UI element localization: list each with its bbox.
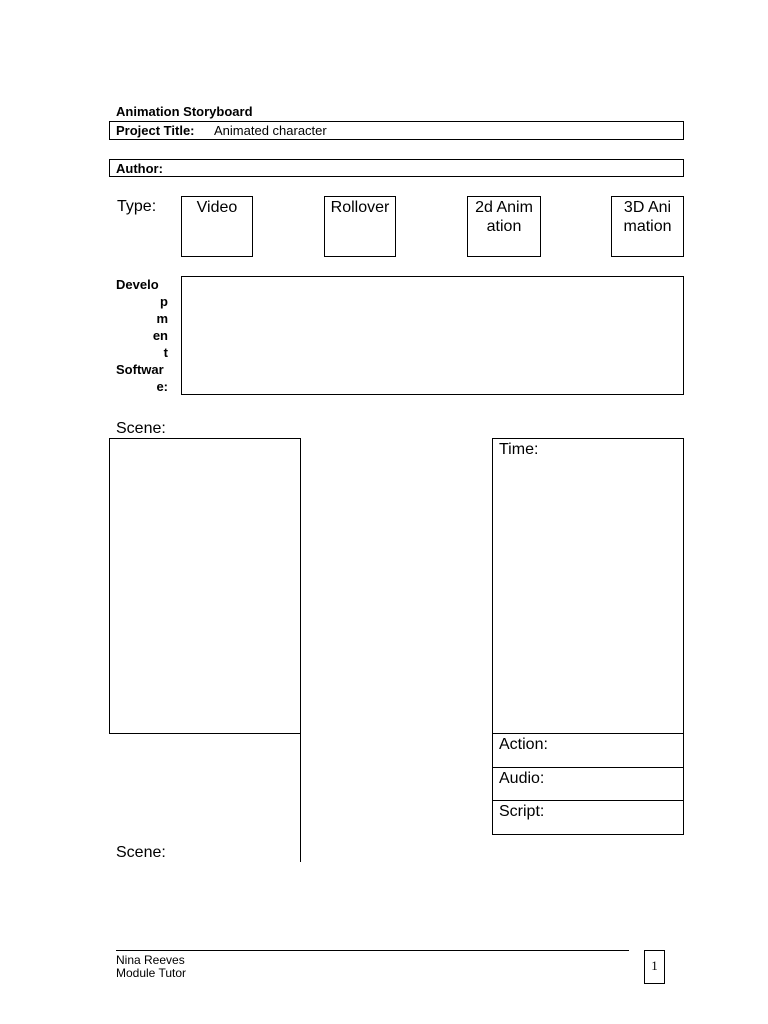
project-title-field[interactable] xyxy=(109,121,684,140)
dev-label-line-3: m xyxy=(156,311,168,326)
author-label: Author: xyxy=(116,161,163,176)
audio-box[interactable] xyxy=(492,767,684,801)
document-title: Animation Storyboard xyxy=(116,104,253,119)
footer-name: Nina Reeves xyxy=(116,953,185,967)
dev-label-line-4: en xyxy=(152,328,168,343)
dev-label-line-7: e: xyxy=(156,379,168,394)
type-option-2d-animation[interactable] xyxy=(467,196,541,257)
type-option-3d-animation-label: 3D Animation xyxy=(623,199,672,235)
footer-role: Module Tutor xyxy=(116,966,187,980)
development-software-box[interactable] xyxy=(181,276,684,395)
project-title-label: Project Title: xyxy=(116,123,195,138)
type-option-2d-animation-label: 2d Animation xyxy=(475,199,533,235)
type-option-3d-animation[interactable] xyxy=(611,196,684,257)
scene-label: Scene: xyxy=(116,420,166,437)
scene-drawing-frame[interactable] xyxy=(109,438,301,734)
script-label: Script: xyxy=(499,803,545,820)
type-option-rollover[interactable]: Rollover xyxy=(324,196,396,257)
next-scene-label: Scene: xyxy=(116,844,166,861)
audio-label: Audio: xyxy=(499,770,545,787)
time-label: Time: xyxy=(499,441,539,458)
type-option-video[interactable]: Video xyxy=(181,196,253,257)
action-label: Action: xyxy=(499,736,548,753)
dev-label-line-1: Develo xyxy=(116,277,159,292)
dev-label-line-5: t xyxy=(163,345,168,360)
time-box[interactable] xyxy=(492,438,684,734)
project-title-value: Animated character xyxy=(214,123,327,138)
type-label: Type: xyxy=(117,198,157,215)
dev-label-line-2: p xyxy=(160,294,168,309)
author-field[interactable] xyxy=(109,159,684,177)
script-box[interactable] xyxy=(492,800,684,835)
dev-label-line-6: Softwar xyxy=(116,362,164,377)
scene-divider-line xyxy=(300,734,301,862)
action-box[interactable] xyxy=(492,733,684,768)
footer-rule xyxy=(116,950,629,951)
page-number: 1 xyxy=(644,950,665,984)
